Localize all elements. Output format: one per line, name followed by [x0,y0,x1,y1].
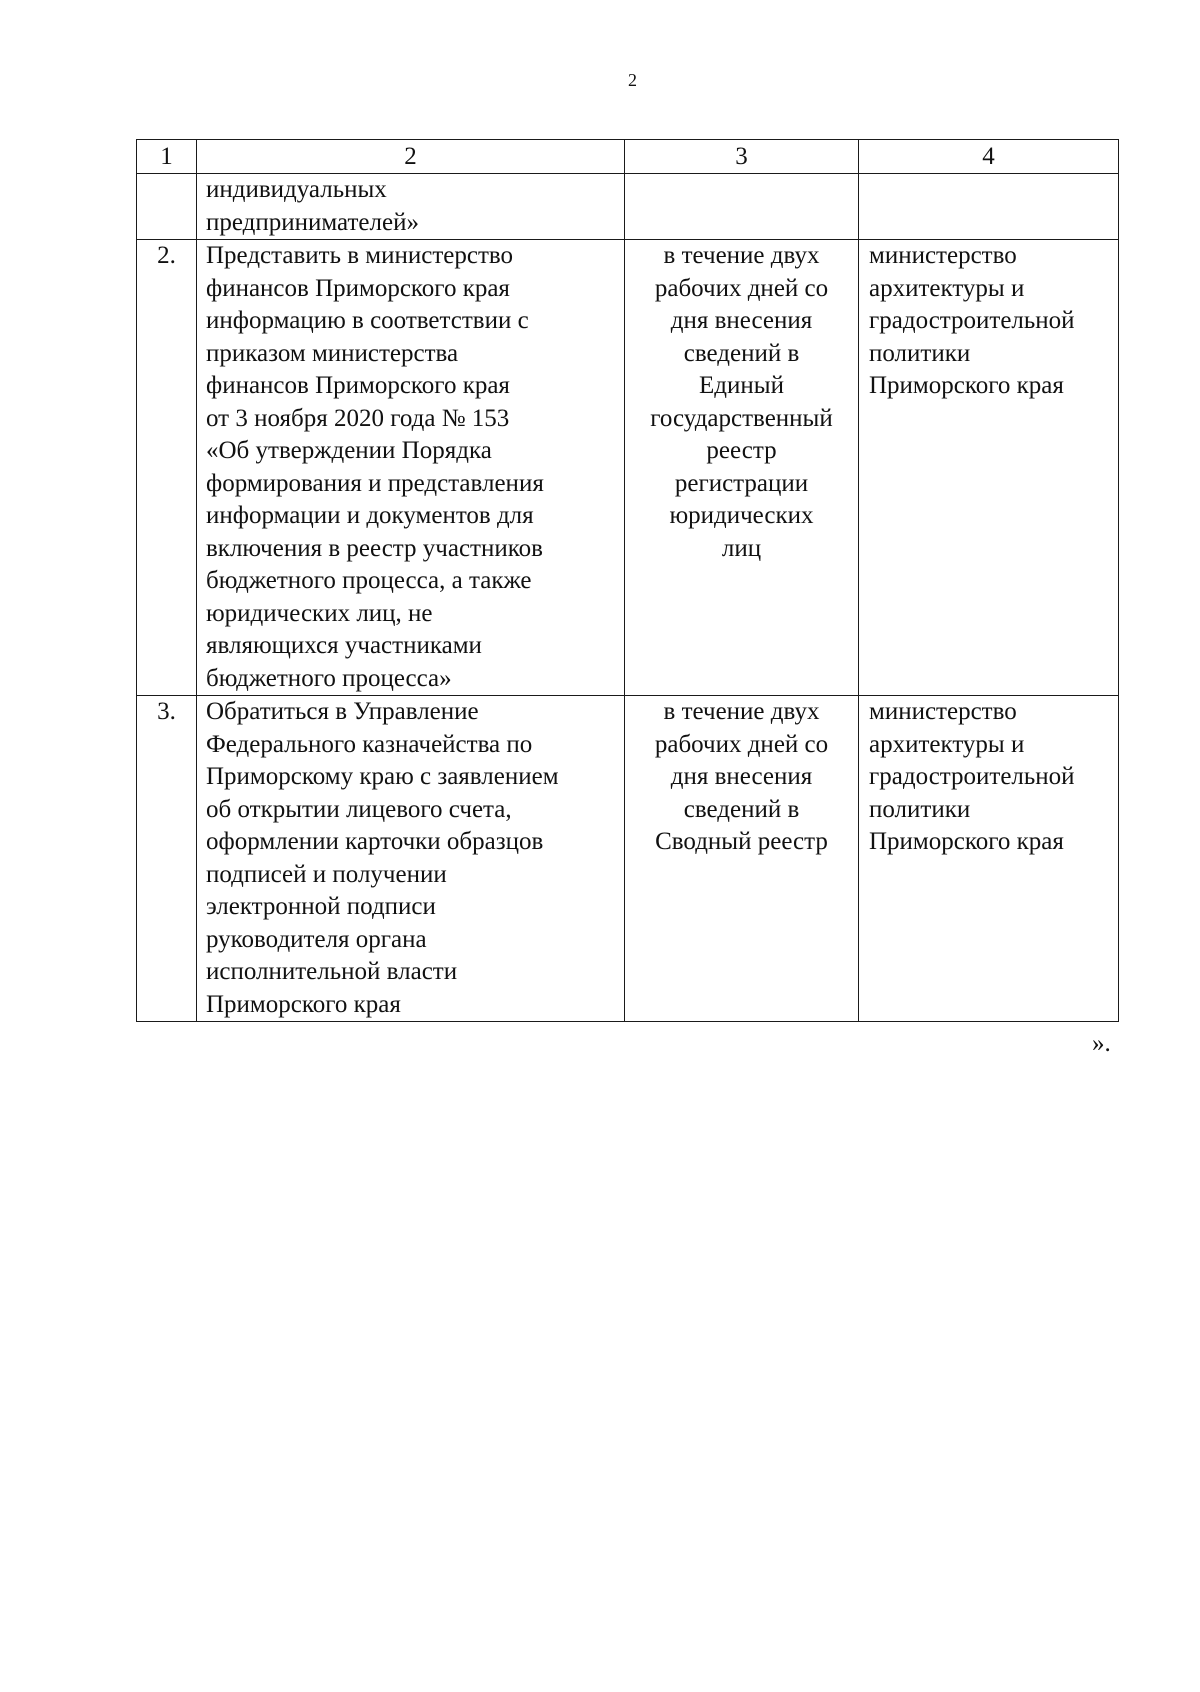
text-line: градостроительной [869,307,1075,334]
text-line: от 3 ноября 2020 года № 153 [206,404,510,432]
text-line: Обратиться в Управление [206,698,479,725]
text-line: дня внесения [670,307,813,334]
text-line: Приморского края [206,990,401,1018]
header-cell-1: 1 [137,140,197,174]
text-line: государственный [650,404,833,432]
text-line: финансов Приморского края [206,372,510,399]
text-line: в течение двух [663,698,820,725]
deadline-cell [625,240,859,696]
action-cell [197,240,625,696]
text-line: политики [869,795,971,823]
text-line: Приморского края [869,372,1064,399]
text-line: исполнительной власти [206,958,458,985]
action-cell [197,696,625,1022]
text-line: юридических [669,502,814,529]
text-line: Федерального казначейства по [206,730,533,758]
continuation-deadline-cell [625,174,859,240]
table-header-row [137,140,1119,174]
text-line: рабочих дней со [654,274,829,302]
text-line: лиц [721,534,762,562]
row-number: 2. [137,240,197,696]
text-line: сведений в [683,795,800,823]
text-line: юридических лиц, не [206,599,433,627]
text-line: оформлении карточки образцов [206,828,544,855]
text-line: приказом министерства [206,339,459,367]
text-line: об открытии лицевого счета, [206,795,512,823]
table-row [137,240,1119,696]
text-line: информации и документов для [206,502,534,529]
continuation-row [137,174,1119,240]
responsible-cell [859,696,1119,1022]
deadline-cell [625,696,859,1022]
text-line: Единый [699,372,784,399]
text-line: являющихся участниками [206,632,482,659]
text-line: архитектуры и [869,274,1025,302]
text-line: Приморского края [869,828,1064,855]
text-line: «Об утверждении Порядка [206,437,492,464]
text-line: дня внесения [670,763,813,790]
text-line: Сводный реестр [655,828,828,855]
header-cell-2: 2 [197,140,625,174]
text-line: бюджетного процесса, а также [206,567,532,594]
text-line: политики [869,339,971,367]
text-line: сведений в [683,339,800,367]
text-line: информацию в соответствии с [206,307,529,334]
continuation-responsible-cell [859,174,1119,240]
header-cell-4: 4 [859,140,1119,174]
text-line: финансов Приморского края [206,274,510,302]
text-line: Представить в министерство [206,242,514,269]
text-line: электронной подписи [206,893,436,920]
text-line: в течение двух [663,242,820,269]
page-number: 2 [628,70,637,90]
text-line: министерство [869,242,1017,269]
text-line: формирования и представления [206,469,544,497]
table-row [137,696,1119,1022]
text-line: включения в реестр участников [206,534,543,562]
text-line: градостроительной [869,763,1075,790]
header-cell-3: 3 [625,140,859,174]
text-line: предпринимателей» [206,208,419,236]
text-line: министерство [869,698,1017,725]
text-line: Приморскому краю с заявлением [206,763,559,790]
row-number: 3. [137,696,197,1022]
text-line: регистрации [674,469,809,497]
continuation-number-cell [137,174,197,240]
closing-quote: ». [1092,1030,1111,1057]
continuation-text-cell [197,174,625,240]
text-line: бюджетного процесса» [206,664,452,692]
text-line: рабочих дней со [654,730,829,758]
text-line: индивидуальных [206,176,387,203]
text-line: руководителя органа [206,925,427,953]
text-line: подписей и получении [206,860,447,888]
text-line: архитектуры и [869,730,1025,758]
text-line: реестр [706,437,777,464]
document-table [136,139,1119,1022]
responsible-cell [859,240,1119,696]
